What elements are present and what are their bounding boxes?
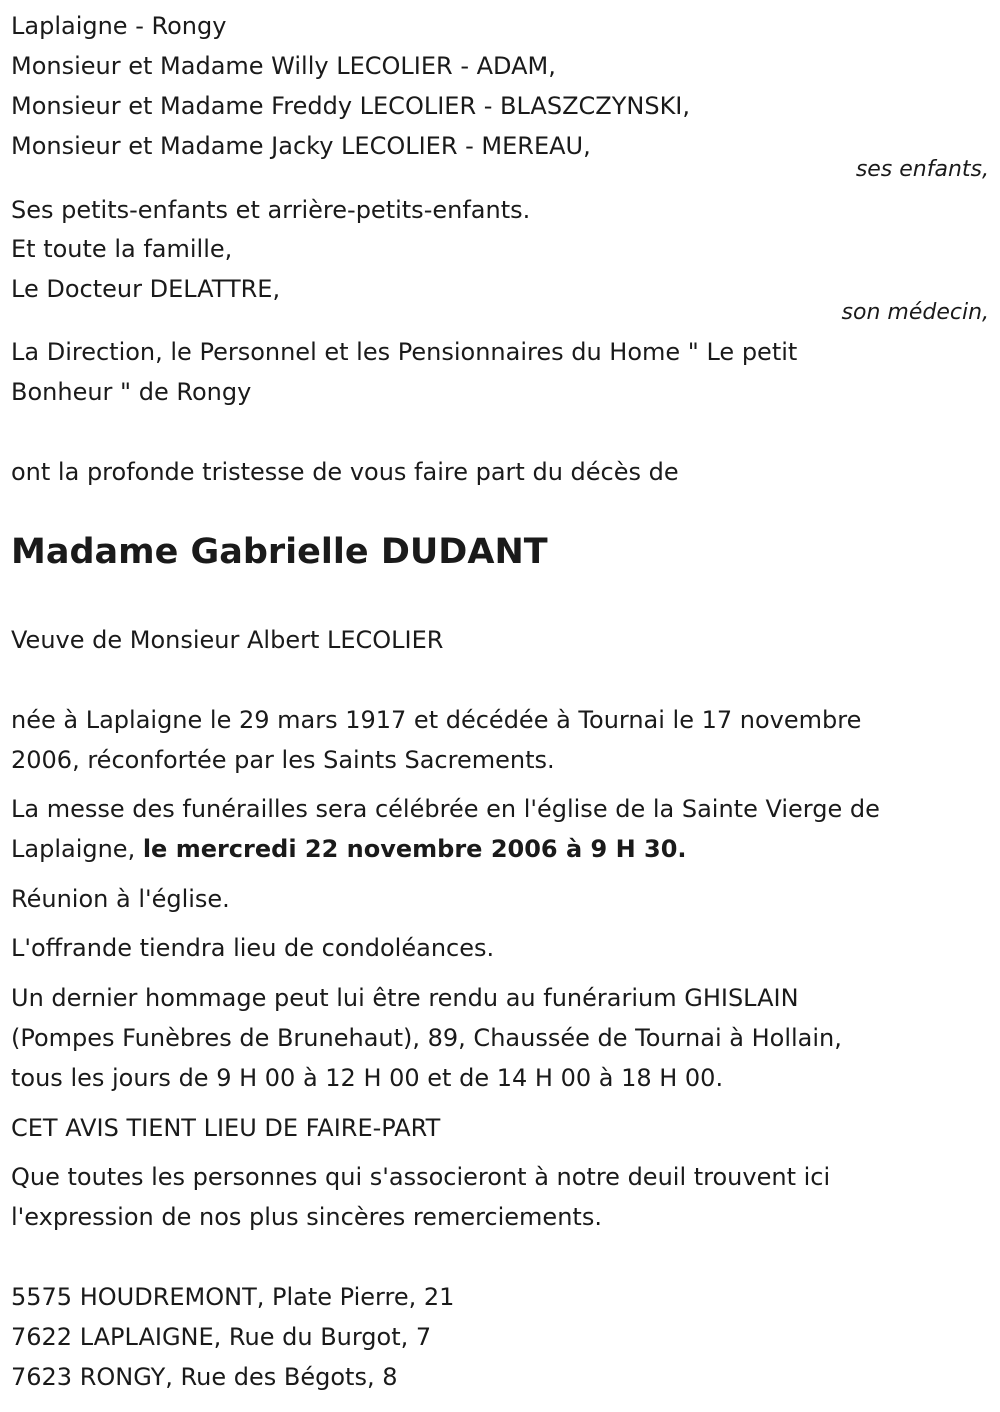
birth-death-line-1: née à Laplaigne le 29 mars 1917 et décédée à Tournai le 17 novembre [11, 706, 862, 734]
meeting-line: Réunion à l'église. [11, 885, 230, 913]
deceased-name: Madame Gabrielle DUDANT [11, 532, 548, 572]
mass-line-2-prefix: Laplaigne, [11, 835, 143, 863]
address-1: 5575 HOUDREMONT, Plate Pierre, 21 [11, 1283, 455, 1311]
birth-death-line-2: 2006, réconfortée par les Saints Sacrements. [11, 746, 555, 774]
doctor-role-label: son médecin, [841, 300, 989, 325]
address-2: 7622 LAPLAIGNE, Rue du Burgot, 7 [11, 1323, 432, 1351]
family-line: Et toute la famille, [11, 235, 233, 263]
thanks-line-2: l'expression de nos plus sincères remerciements. [11, 1203, 602, 1231]
thanks-line-1: Que toutes les personnes qui s'associeront à notre deuil trouvent ici [11, 1163, 831, 1191]
offering-line: L'offrande tiendra lieu de condoléances. [11, 934, 495, 962]
child-family-3: Monsieur et Madame Jacky LECOLIER - MEREAU, [11, 132, 591, 160]
widow-line: Veuve de Monsieur Albert LECOLIER [11, 626, 444, 654]
tribute-line-2: (Pompes Funèbres de Brunehaut), 89, Chaussée de Tournai à Hollain, [11, 1024, 842, 1052]
home-line-2: Bonheur " de Rongy [11, 378, 252, 406]
location-line: Laplaigne - Rongy [11, 12, 227, 40]
children-role-label: ses enfants, [855, 157, 989, 182]
address-3: 7623 RONGY, Rue des Bégots, 8 [11, 1363, 398, 1391]
notice-line: CET AVIS TIENT LIEU DE FAIRE-PART [11, 1114, 441, 1142]
announcement-line: ont la profonde tristesse de vous faire part du décès de [11, 458, 679, 486]
child-family-1: Monsieur et Madame Willy LECOLIER - ADAM, [11, 52, 556, 80]
child-family-2: Monsieur et Madame Freddy LECOLIER - BLASZCZYNSKI, [11, 92, 691, 120]
doctor-line: Le Docteur DELATTRE, [11, 275, 281, 303]
mass-date-time: le mercredi 22 novembre 2006 à 9 H 30. [142, 835, 687, 863]
mass-line-1: La messe des funérailles sera célébrée en l'église de la Sainte Vierge de [11, 795, 880, 823]
tribute-line-3: tous les jours de 9 H 00 à 12 H 00 et de 14 H 00 à 18 H 00. [11, 1064, 724, 1092]
home-line-1: La Direction, le Personnel et les Pensionnaires du Home " Le petit [11, 338, 798, 366]
tribute-line-1: Un dernier hommage peut lui être rendu au funérarium GHISLAIN [11, 984, 799, 1012]
grandchildren-line: Ses petits-enfants et arrière-petits-enfants. [11, 196, 531, 224]
mass-line-2 [11, 829, 687, 869]
